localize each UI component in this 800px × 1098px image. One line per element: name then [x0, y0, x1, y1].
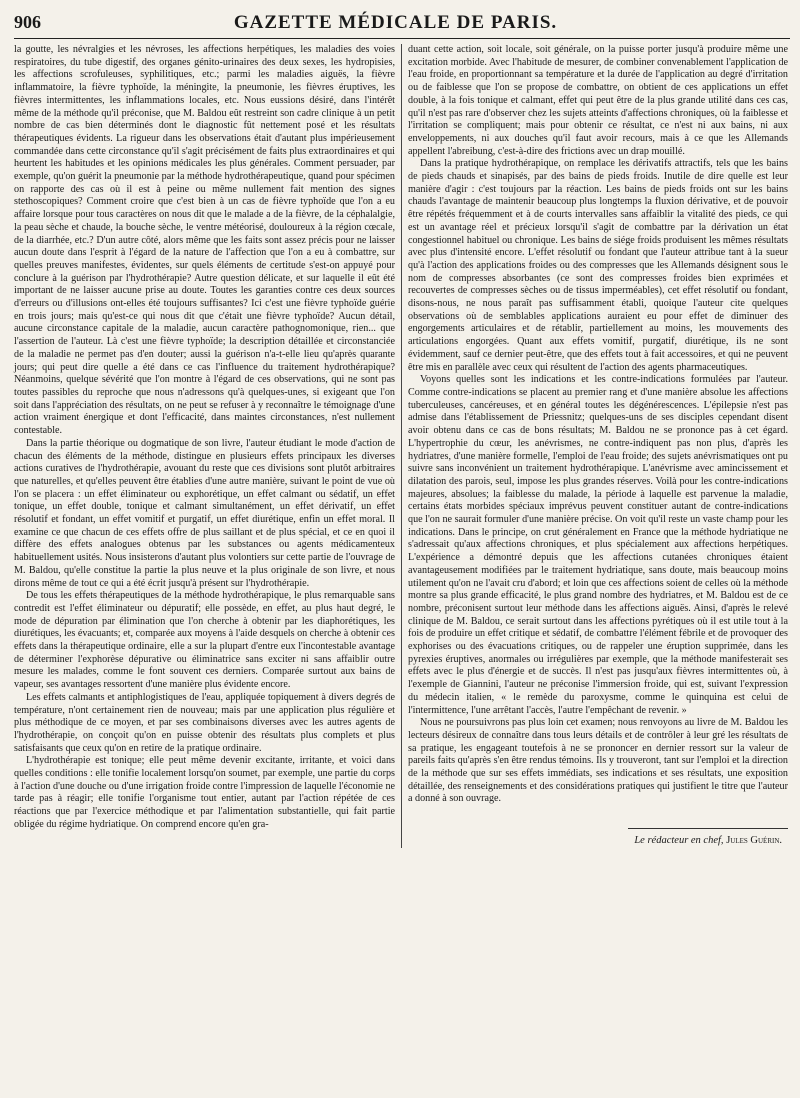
right-column — [401, 44, 788, 848]
signature-role: Le rédacteur en chef, — [634, 835, 724, 847]
paragraph: Dans la pratique hydrothérapique, on remplace les dérivatifs attractifs, tels que les bains de pieds chauds et sinapisés, par des bains de pieds froids. Inutile de dire quelle est leur manière d'agir : c'est toujours par la réaction. Les bains de pieds froids ont sur les bains chauds l'avantage de maintenir beaucoup plus longtemps la fluxion dérivative, et de pouvoir être répétés fréquemment et à de courts intervalles sans affaiblir la vitalité des pieds, ce qui est un avantage réel et précieux lorsqu'il s'agit de combattre par la dérivation un état congestionnel habituel ou chronique. Les bains de siége froids produisent les mêmes résultats avec plus d'intensité encore. L'effet résolutif ou fondant que l'auteur attribue tant à la sueur qu'à l'action des applications froides ou des compresses que les Allemands désignent sous le nom de compresses absorbantes (ce sont des compresses froides bien exprimées et recouvertes de compresses sèches ou de tissus imperméables), cet effet résolutif ou fondant, disons-nous, ne nous paraît pas suffisamment établi, quoique l'auteur cite quelques observations où de semblables applications auraient eu pour effet de diminuer des engorgements articulaires et de rétablir, partiellement au moins, les mouvements des articulations engorgées. Quant aux effets vomitif, purgatif, diurétique, ils ne sont évidemment, sauf ce dernier peut-être, que des effets tout à fait accessoires, et qui ne peuvent être mis en parallèle avec ceux qui résultent de l'action des agents pharmaceutiques. — [408, 158, 788, 373]
signature-name: Jules Guérin. — [726, 835, 782, 847]
paragraph: Voyons quelles sont les indications et les contre-indications formulées par l'auteur. Comme contre-indications se placent au premier rang et d'une manière absolue les affections tuberculeuses, cancéreuses, et en général toutes les dégénérescences. L'épilepsie n'est pas admise dans l'établissement de Priessnitz; quelques-uns de ses disciples cependant disent avoir obtenu dans ce cas de bons résultats; M. Baldou ne se prononce pas à cet égard. L'hypertrophie du cœur, les anévrismes, ne contre-indiquent pas non plus, d'après les hydriatres, d'une manière formelle, l'emploi de l'eau froide; des sujets anévrismatiques ont pu suivre sans inconvénient un traitement hydrothérapique. L'anévrisme avec amincissement et dilatation des parois, seul, impose les plus grandes réserves. Voilà pour les contre-indications majeures, absolues; la faiblesse du malade, la période à laquelle est parvenue la maladie, certains états morbides spéciaux imprévus peuvent constituer autant de contre-indications que l'on ne saurait formuler d'une manière précise. On voit qu'il reste un vaste champ pour les indications. Dans le principe, on crut généralement en France que la méthode hydriatique ne s'adressait qu'aux affections chroniques, et plus spécialement aux affections herpétiques. L'expérience a démontré depuis que les affections cutanées chroniques étaient avantageusement modifiées par le traitement hydriatique, sans doute, mais beaucoup moins utilement qu'on ne l'avait cru d'abord; et loin que ces affections soient de celles où la méthode montre sa plus grande efficacité, le plus grand nombre des hydriatres, et M. Baldou est de ce nombre, préconisent surtout leur méthode dans les affections aiguës. Ainsi, d'après le relevé clinique de M. Baldou, ce serait surtout dans les affections pyrétiques où il est utile tout à la fois de produire un effet critique et sédatif, de combattre l'élément fébrile et de provoquer des exphorises ou des évacuations critiques, ou de rappeler une éruption supprimée, dans les pyrexies éruptives, anormales ou irrégulières par exemple, que la méthode manifesterait ses effets avec le plus d'énergie et de succès. Il n'est pas jusqu'aux fièvres intermittentes où, à l'exemple de Giannini, l'auteur ne préconise l'immersion froide, qui est, suivant l'expression du médecin italien, « le remède du paroxysme, comme le quinquina est celui de l'intermittence, l'une arrêtant l'accès, l'autre l'empêchant de revenir. » — [408, 374, 788, 716]
paragraph: la goutte, les névralgies et les névroses, les affections herpétiques, les maladies des voies respiratoires, du tube digestif, des organes génito-urinaires des deux sexes, les hydropisies, les affections scrofuleuses, syphilitiques, etc.; parmi les maladies aiguës, la fièvre inflammatoire, la fièvre typhoïde, la méningite, la pneumonie, les fièvres éruptives, les fièvres intermittentes, les inflammations locales, etc. Nous eussions désiré, dans l'intérêt même de la méthode qu'il préconise, que M. Baldou eût restreint son cadre clinique à un petit nombre de cas bien déterminés dont le diagnostic fût nettement posé et les résultats thérapeutiques évidents. La rigueur dans les observations était d'autant plus impérieusement commandée dans cette circonstance qu'il s'agit précisément de faits plus extraordinaires et qui heurtent les habitudes et les opinions médicales les plus générales. Comment persuader, par exemple, qu'on guérit la pneumonie par la méthode hydrothérapeutique, quand pour spécimen on rapporte des cas où il est à peine ou même nullement fait mention des signes stethoscopiques? Comment croire que c'est bien à un cas de fièvre typhoïde que l'on a eu affaire lorsque pour tous caractères on nous dit que le malade a de la fièvre, de la céphalalgie, la peau sèche et chaude, la bouche sèche, le ventre météorisé, douloureux à la région cœcale, de la diarrhée, etc.? D'un autre côté, alors même que les faits sont assez précis pour ne laisser aucun doute dans l'esprit à l'égard de la nature de l'affection que l'on a eu à combattre, sur quelles preuves manifestes, évidentes, sur quels éléments de certitude s'est-on appuyé pour conclure à la guérison par l'hydrothérapie? Autre question délicate, et sur laquelle il eût été important de ne laisser aucune prise au doute. Toutes les garanties contre ces deux sources d'erreurs ou d'illusions ont-elles été toujours suffisantes? Ici c'est une fièvre typhoïde guérie en trois jours; mais qu'est-ce qui nous dit que c'était une fièvre typhoïde? Aucun détail, aucune circonstance capitale de la maladie, aucun caractère pathognomonique, rien... que l'assertion de l'auteur. Là c'est une fièvre typhoïde; la description détaillée et circonstanciée de la maladie ne permet pas d'en douter; aussi la guérison n'a-t-elle lieu qu'après quarante jours; qui peut dire quelle a été dans ce cas l'influence du traitement hydrothérapique? Néanmoins, quelque sévérité que l'on montre à l'égard de ces observations, qui ne sont pas toutes passibles du reproche que nous n'adressons qu'à quelques-unes, si exigeant que l'on soit dans l'appréciation des résultats, on ne peut se refuser à y reconnaître le témoignage d'une action vraiment énergique et dont l'efficacité, dans maintes circonstances, n'est nullement contestable. — [14, 44, 395, 437]
left-column — [14, 44, 401, 848]
editor-signature — [408, 835, 788, 848]
paragraph: Les effets calmants et antiphlogistiques de l'eau, appliquée topiquement à divers degrés de température, n'ont certainement rien de nouveau; mais par une application plus régulière et plus méthodique de ce moyen, et par ses combinaisons diverses avec les autres agents de l'hydrothérapie, on conçoit qu'on en puisse obtenir des résultats plus complets et plus satisfaisants que ceux qu'on en retire de la pratique ordinaire. — [14, 691, 395, 754]
page-header — [14, 12, 790, 39]
page-number: 906 — [14, 12, 41, 32]
signature-divider — [628, 828, 788, 829]
paragraph: De tous les effets thérapeutiques de la méthode hydrothérapique, le plus remarquable sans contredit est l'effet éliminateur ou dépuratif; elle possède, en effet, au plus haut degré, le mode de dépuration par élimination que l'on cherche à obtenir par les diaphorétiques, les diurétiques, les évacuants; et, comparée aux moyens à l'aide desquels on cherche à obtenir ces effets dans la thérapeutique ordinaire, elle a sur la plupart d'entre eux l'incontestable avantage de déterminer l'exphorèse dépurative ou éliminatrice sans exciter ni sans affaiblir outre mesure les malades, comme le font souvent ces derniers. Comparée surtout aux bains de vapeur, ses avantages ressortent d'une manière plus évidente encore. — [14, 590, 395, 691]
paragraph: duant cette action, soit locale, soit générale, on la puisse porter jusqu'à produire même une excitation morbide. Avec l'habitude de mesurer, de combiner convenablement l'application de l'eau froide, en proportionnant sa température et la durée de l'application au degré d'irritation ou de faiblesse que l'on se propose de combattre, on obtient de ces applications un effet double, à la fois tonique et calmant, effet qui peut être de la plus grande utilité dans ces cas, qu'il n'est pas rare d'observer chez les sujets atteints d'affections chroniques, où la faiblesse et l'irritation se compliquent; mais pour obtenir ce résultat, ce n'est ni aux bains, ni aux enveloppements, ni aux douches qu'il faut avoir recours, mais à ce que les Allemands appellent l'abreibung, c'est-à-dire des frictions avec un drap mouillé. — [408, 44, 788, 157]
paragraph: Dans la partie théorique ou dogmatique de son livre, l'auteur étudiant le mode d'action de chacun des éléments de la méthode, distingue en plusieurs effets principaux les diverses actions curatives de l'hydrothérapie, avouant du reste que ces divisions sont plutôt arbitraires que naturelles, et qu'elles peuvent être établies d'une autre manière, suivant le point de vue où l'on se placera : un effet éliminateur ou exphorétique, un effet calmant ou sédatif, un effet tonique, un effet double, tonique et calmant simultanément, un effet dérivatif, un effet résolutif et fondant, un effet vomitif et purgatif, un effet diurétique, enfin un effet moral. Il examine ce que chacun de ces effets offre de plus saillant et de plus spécial, et ce en quoi il diffère des effets analogues obtenus par les substances ou agents médicamenteux habituellement usités. Nous insisterons d'autant plus volontiers sur cette partie de l'ouvrage de M. Baldou, qu'elle constitue la partie la plus neuve et la plus originale de son livre, et nous dirons même de tout ce qui a été écrit jusqu'à présent sur l'hydrothérapie. — [14, 437, 395, 589]
article-columns — [14, 44, 790, 848]
paragraph: Nous ne poursuivrons pas plus loin cet examen; nous renvoyons au livre de M. Baldou les lecteurs désireux de connaître dans tous leurs détails et de contrôler à leur gré les résultats de sa pratique, les engageant toutefois à ne se prononcer en dernier ressort sur la valeur de pareils faits qu'après s'en être rendus témoins. Ils y trouveront, tant sur l'emploi et la direction de la méthode que sur ses effets immédiats, ses indications et ses résultats, une exposition détaillée, des renseignements et des considérations pratiques qui justifient le titre que l'auteur a donné à son ouvrage. — [408, 717, 788, 805]
paragraph: L'hydrothérapie est tonique; elle peut même devenir excitante, irritante, et voici dans quelles conditions : elle tonifie localement lorsqu'on soumet, par exemple, une partie du corps à l'action d'une douche ou d'une irrigation froide contre l'impression de laquelle l'économie ne tarde pas à réagir; elle tonifie l'organisme tout entier, autant par l'action répétée de ces réactions que par l'exercice méthodique et par l'alimentation substantielle, qui fait partie obligée du régime hydriatique. On comprend encore qu'en gra- — [14, 755, 395, 830]
journal-title: GAZETTE MÉDICALE DE PARIS. — [233, 12, 558, 33]
